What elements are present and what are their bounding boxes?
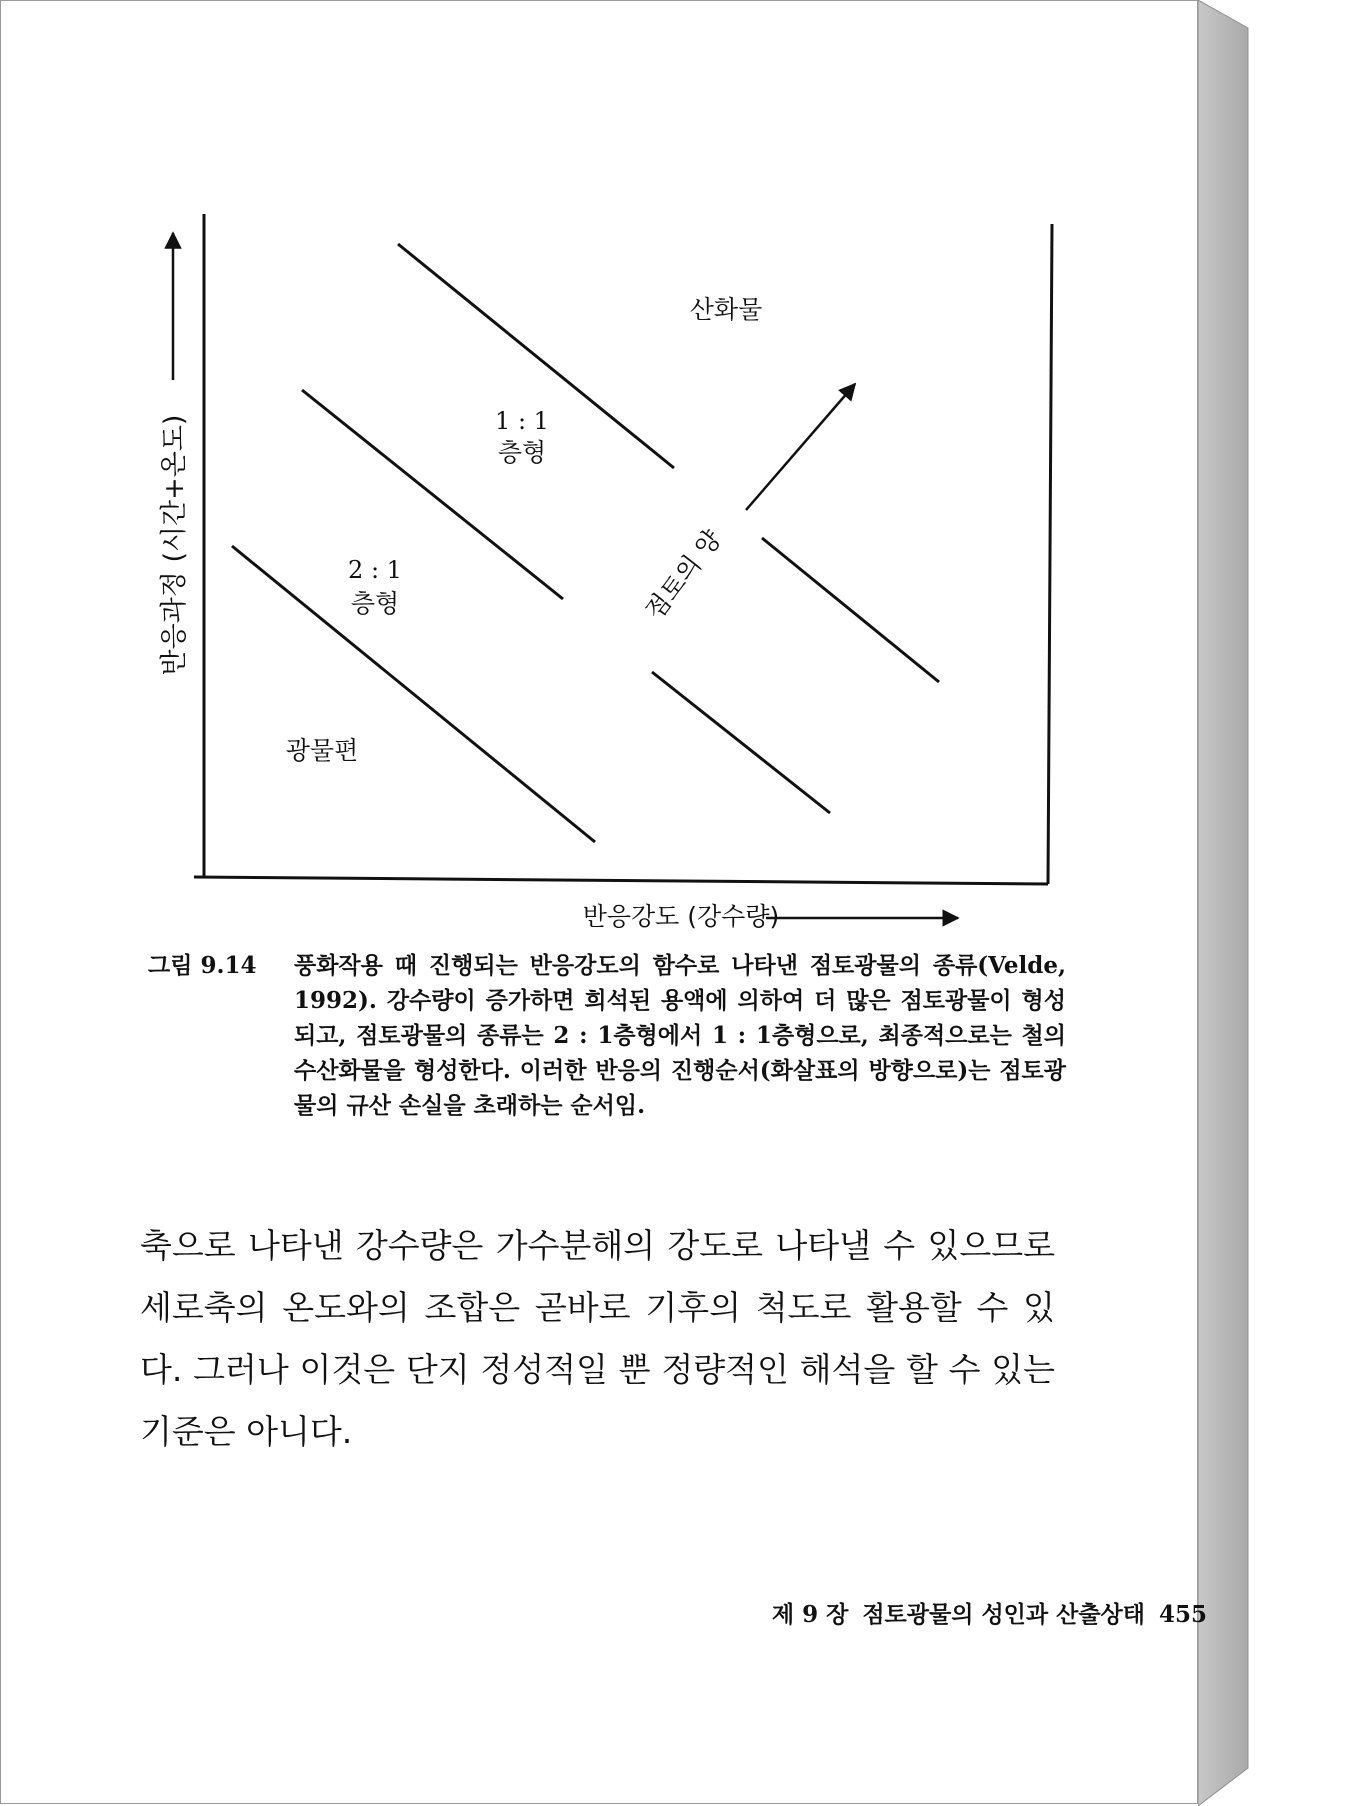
footer-chapter-title: 점토광물의 성인과 산출상태 — [862, 1601, 1145, 1628]
footer-chapter: 제 9 장 — [771, 1601, 849, 1628]
region-label-11-word: 층형 — [497, 438, 547, 467]
reaction-direction-arrow — [746, 384, 855, 510]
figure-caption-label: 그림 9.14 — [148, 952, 257, 979]
footer-page-number: 455 — [1158, 1601, 1207, 1628]
x-axis-label: 반응강도 (강수량) — [582, 902, 780, 931]
body-paragraph: 축으로 나타낸 강수량은 가수분해의 강도로 나타낼 수 있으므로 세로축의 온도와의 조합은 곧바로 기후의 척도로 활용할 수 있다. 그러나 이것은 단지 정성적일 뿐 정량적인 해석을 할 수 있는 기준은 아니다. — [140, 1226, 1055, 1451]
region-label-21-word: 층형 — [350, 589, 400, 618]
page-footer — [758, 1596, 1207, 1629]
region-label-11-ratio: 1 : 1 — [495, 407, 549, 435]
region-label-21-ratio: 2 : 1 — [348, 556, 402, 584]
region-label-mineral-fragment: 광물편 — [285, 736, 359, 765]
clay-mineral-diagram — [0, 0, 1198, 960]
boundary-line — [762, 538, 939, 682]
region-label-oxide: 산화물 — [689, 295, 763, 324]
frame-bottom-line — [194, 877, 1048, 884]
frame-right-line — [1048, 224, 1052, 884]
figure-caption — [148, 948, 1066, 1123]
figure-caption-text: 풍화작용 때 진행되는 반응강도의 함수로 나타낸 점토광물의 종류(Velde, 1992). 강수량이 증가하면 희석된 용액에 의하여 더 많은 점토광물이 형성되고, 점토광물의 종류는 2 : 1층형에서 1 : 1층형으로, 최종적으로는 철의 수산화물을 형성한다. 이러한 반응의 진행순서(화살표의 방향으로)는 점토광물의 규산 손실을 초래하는 순서임. — [294, 952, 1066, 1119]
y-axis-label: 반응과정 (시간+온도) — [159, 414, 190, 676]
page-edge-shadow — [1198, 0, 1258, 1806]
boundary-line — [652, 672, 830, 813]
clay-amount-label: 점토의 양 — [639, 524, 727, 625]
boundary-line — [232, 546, 595, 842]
